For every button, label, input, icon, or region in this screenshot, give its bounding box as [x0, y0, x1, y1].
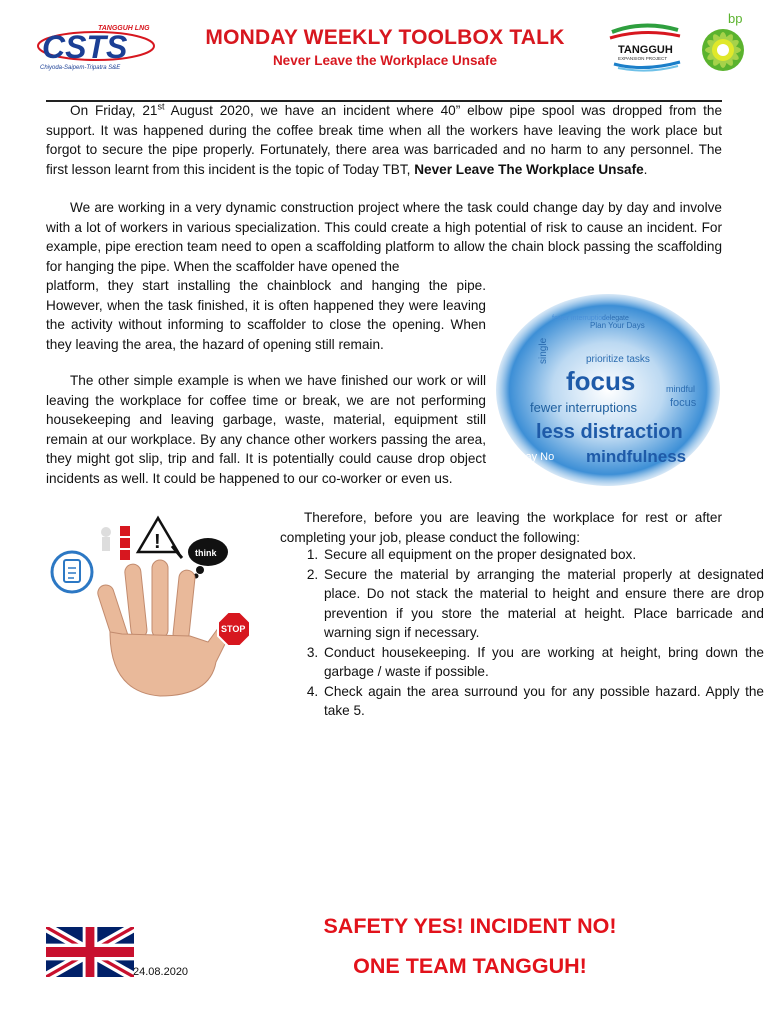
steps-list [280, 545, 764, 721]
cloud-word: prioritize tasks [586, 354, 650, 365]
p1-text-b: August 2020, we have an incident where 40” elbow pipe spool was dropped from the support. It was happened during the coffee break time when all the workers have leaving the work place but forgot to secure the pipe properly. Fortunately, there area was barricaded and no harm to any personnel. The first lesson learnt from this incident is the topic of Today TBT, [46, 103, 722, 177]
paragraph-conclusion: Therefore, before you are leaving the workplace for rest or after completing your job, please conduct the following: [280, 510, 722, 545]
worker-figure-icon [101, 526, 130, 560]
think-bubble-icon [188, 538, 228, 579]
warning-icon [138, 518, 182, 558]
cloud-word: focus [566, 366, 636, 396]
document-date: 24.08.2020 [133, 966, 189, 978]
p1-end: . [643, 161, 648, 177]
focus-wordcloud-image [494, 290, 722, 490]
tangguh-logo [604, 22, 686, 72]
stop-sign-icon [218, 612, 250, 646]
csts-logo [36, 22, 158, 72]
tangguh-logo-text: TANGGUH [618, 44, 673, 56]
page-subtitle: Never Leave the Workplace Unsafe [272, 53, 498, 68]
paragraph-dynamic-project-cont: platform, they start installing the chainblock and hanging the pipe. However, when the task finished, it is often happened they were leaving the activity without informing to scaffolder to close the opening. When they leaving the area, the hazard of opening still remain. [46, 278, 486, 352]
cloud-word: say No [520, 451, 555, 463]
paragraph-example: The other simple example is when we have finished our work or will leaving the workplace for coffee time or break, we are not performing housekeeping and leaving garbage, waste, material, equipment still remain at our workplace. By any chance other workers passing the area, they might got slip, trip and fall. It is potentially could cause drop object incidents as well. It could be happened to our co-worker or even us. [46, 373, 486, 486]
paragraph-incident [46, 101, 722, 179]
stop-label: STOP [221, 624, 246, 634]
list-item: 4. Check again the area surround you for any possible hazard. Apply the take 5. [322, 682, 764, 721]
list-item: 1. Secure all equipment on the proper designated box. [322, 545, 764, 565]
cloud-word: fewer interruptions [552, 315, 610, 322]
csts-tag: TANGGUH LNG [98, 25, 150, 32]
slogan-line-1: SAFETY YES! INCIDENT NO! [323, 914, 617, 938]
cloud-word: mindful [666, 384, 696, 394]
page-title: MONDAY WEEKLY TOOLBOX TALK [205, 26, 565, 49]
cloud-word: less distraction [536, 421, 683, 443]
slogan-line-2: ONE TEAM TANGGUH! [353, 954, 587, 978]
p1-sup: st [157, 101, 165, 112]
cloud-word: single [538, 337, 549, 364]
cloud-word: Plan Your Days [590, 321, 645, 330]
list-item: 2. Secure the material by arranging the material properly at designated place. Do not stack the material to height and ensure there are drop prevention if you store the material at height. Place barricade and warning sign if necessary. [322, 565, 764, 643]
csts-logo-text: CSTS [42, 29, 128, 65]
paragraph-dynamic-project: We are working in a very dynamic construction project where the task could change day by day and involve with a lot of workers in various specialization. This could create a high potential of risk to cause an incident. For example, pipe erection team need to open a scaffolding platform to allow the chain block passing the scaffolding for hanging the pipe. When the scaffolder have opened the [46, 200, 722, 274]
csts-logo-sub: Chiyoda-Saipem-Tripatra S&E [40, 65, 121, 71]
p1-topic-bold: Never Leave The Workplace Unsafe [414, 161, 644, 177]
take-five-hand-image [40, 512, 272, 702]
clipboard-icon [52, 552, 92, 592]
uk-flag-icon [46, 927, 134, 977]
svg-text:!: ! [154, 531, 161, 553]
cloud-word: mindfulness [586, 447, 687, 466]
cloud-word: focus [670, 397, 697, 409]
p1-text-a: On Friday, 21 [70, 103, 158, 118]
cloud-word: delegate [602, 315, 629, 322]
bp-logo-text: bp [728, 11, 743, 26]
open-hand-icon [96, 560, 237, 696]
list-item: 3. Conduct housekeeping. If you are working at height, bring down the garbage / waste if possible. [322, 643, 764, 682]
think-label: think [195, 548, 217, 558]
tangguh-logo-sub: EXPANSION PROJECT [618, 56, 668, 61]
cloud-word: fewer interruptions [530, 400, 637, 415]
bp-logo [694, 10, 752, 72]
